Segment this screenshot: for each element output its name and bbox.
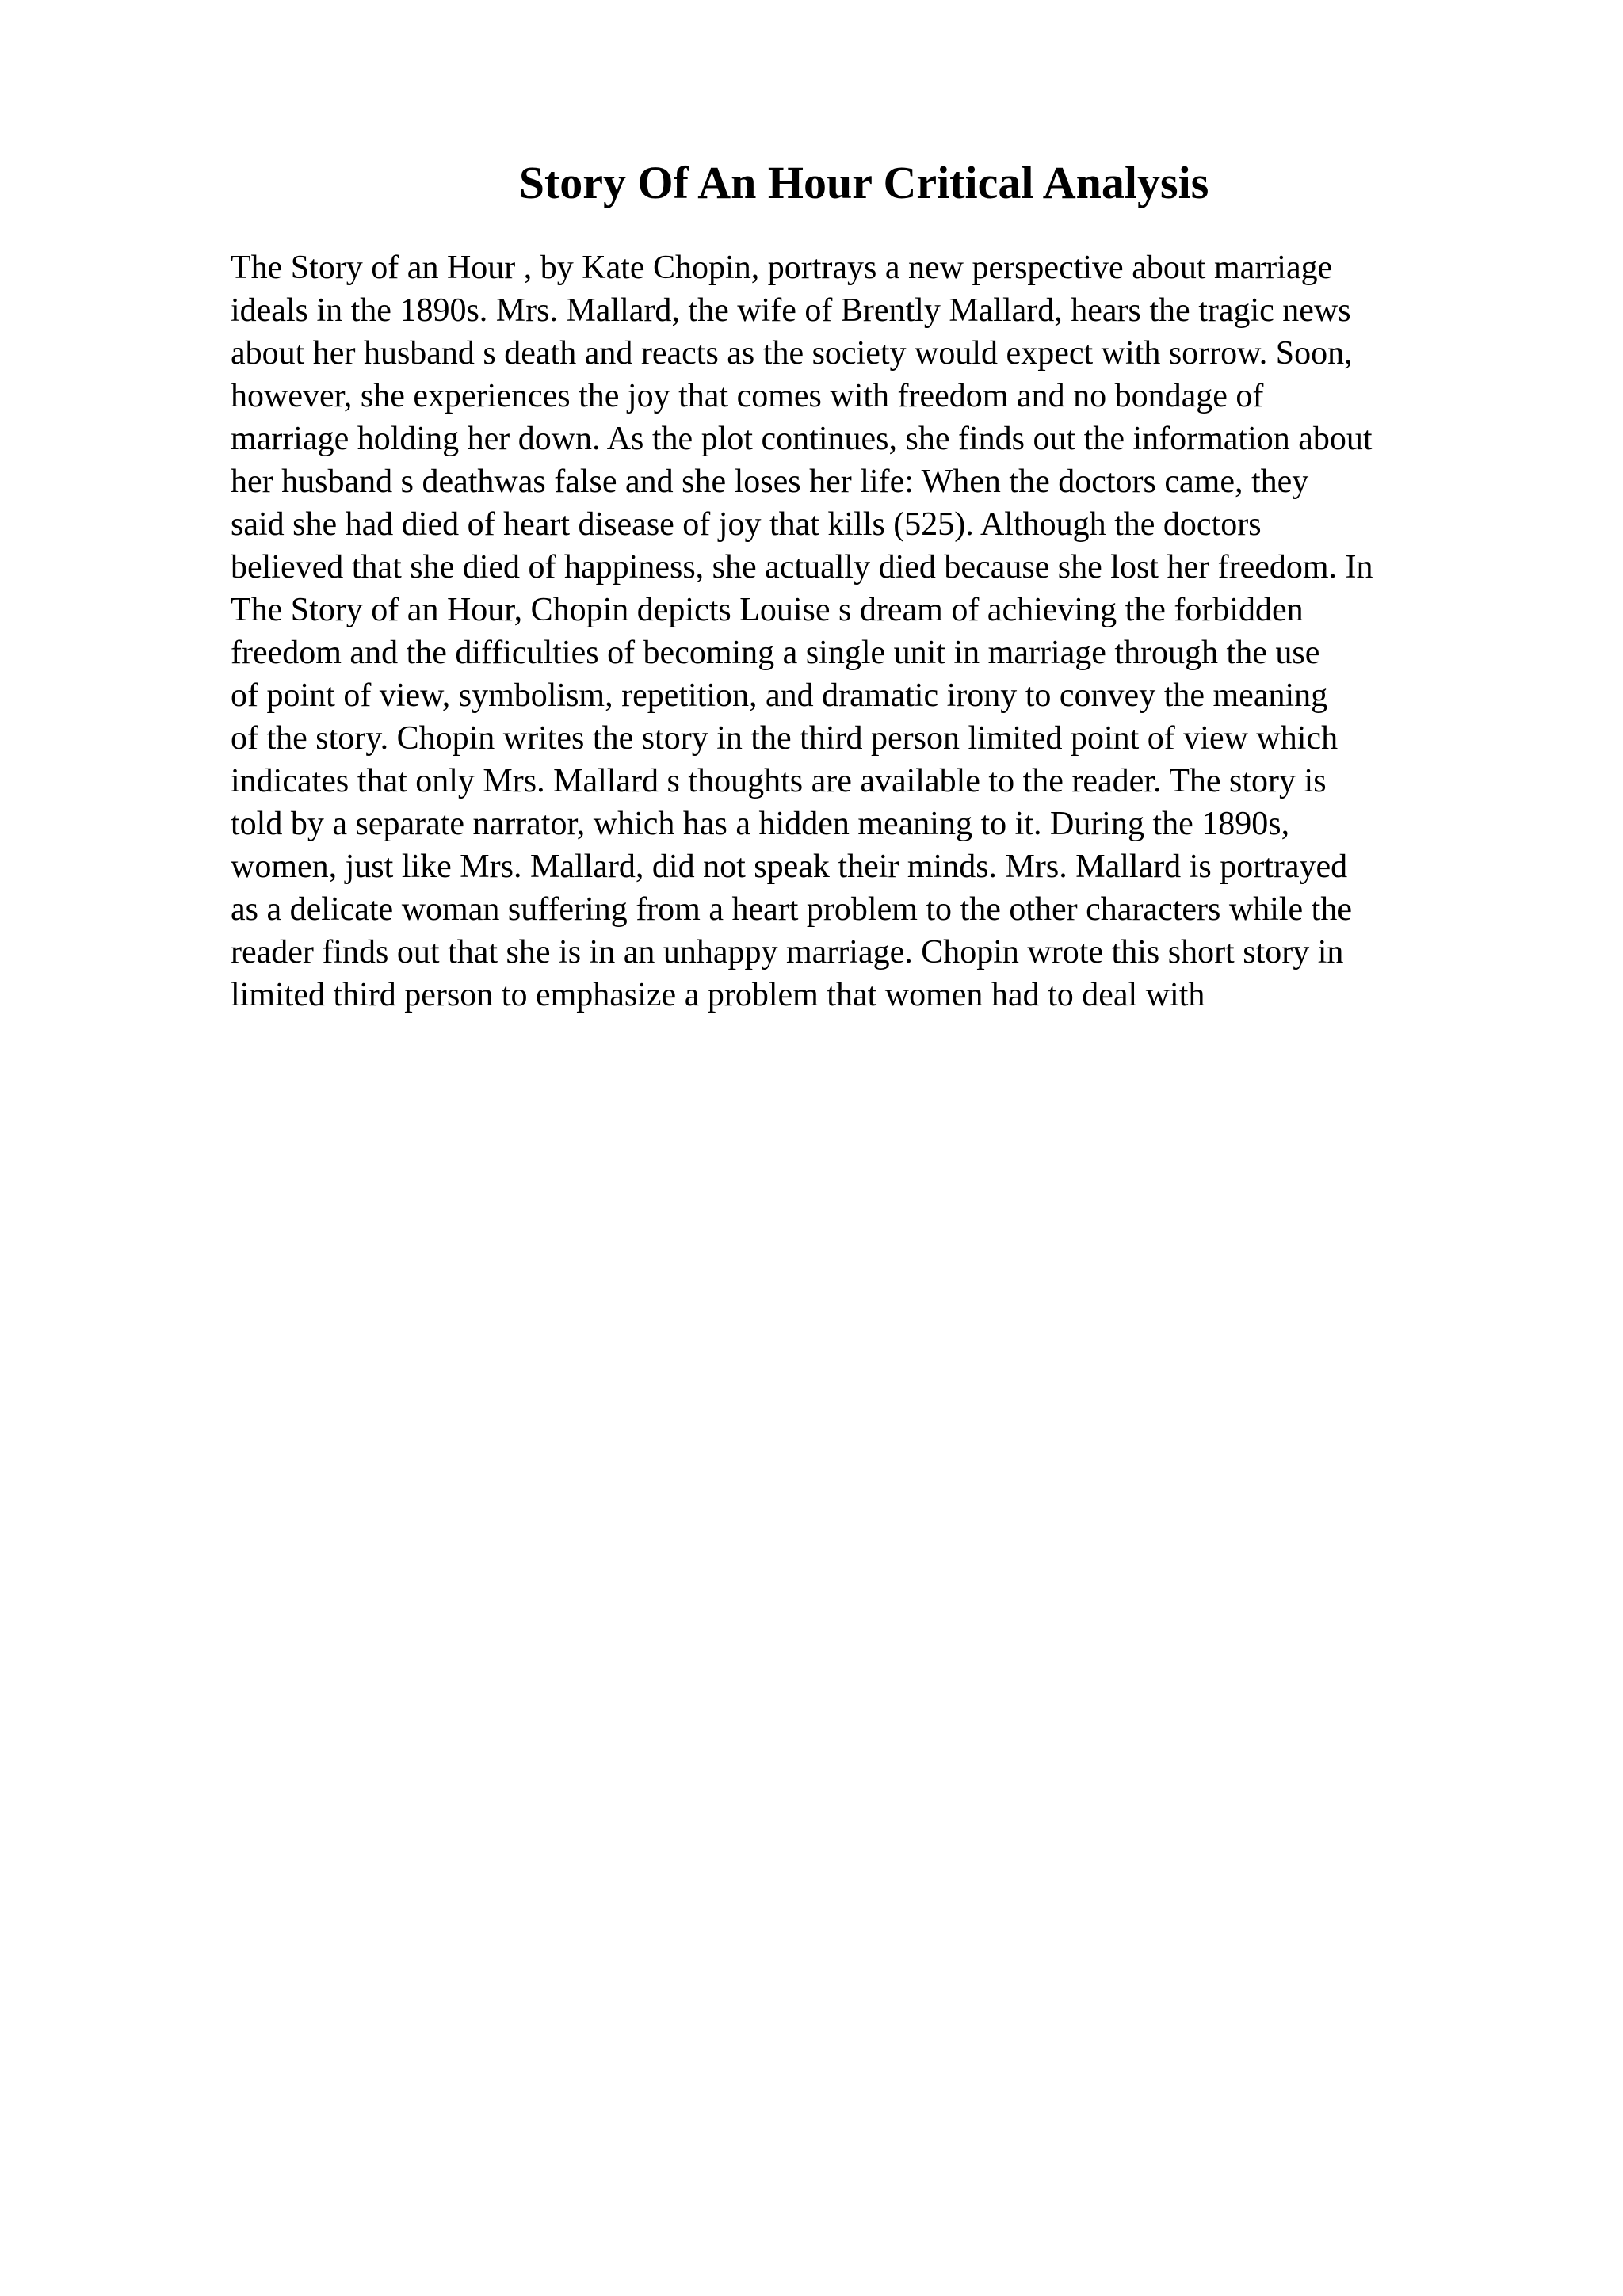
text-line: freedom and the difficulties of becoming a single unit in marriage through the use <box>231 635 1320 671</box>
text-line: her husband s deathwas false and she loses her life: When the doctors came, they <box>231 463 1309 500</box>
text-line: ideals in the 1890s. Mrs. Mallard, the wife of Brently Mallard, hears the tragic news <box>231 292 1351 329</box>
text-line: The Story of an Hour, Chopin depicts Louise s dream of achieving the forbidden <box>231 592 1304 628</box>
text-line: of point of view, symbolism, repetition, and dramatic irony to convey the meaning <box>231 677 1328 714</box>
text-line: limited third person to emphasize a problem that women had to deal with <box>231 977 1205 1013</box>
text-line: believed that she died of happiness, she actually died because she lost her freedom. In <box>231 549 1373 585</box>
text-line: however, she experiences the joy that comes with freedom and no bondage of <box>231 378 1264 414</box>
text-line: reader finds out that she is in an unhappy marriage. Chopin wrote this short story in <box>231 934 1344 971</box>
page-title: Story Of An Hour Critical Analysis <box>518 157 1209 208</box>
text-line: said she had died of heart disease of joy that kills (525). Although the doctors <box>231 506 1262 543</box>
text-line: about her husband s death and reacts as the society would expect with sorrow. Soon, <box>231 335 1353 372</box>
body-paragraph <box>231 246 1373 1016</box>
text-line: told by a separate narrator, which has a hidden meaning to it. During the 1890s, <box>231 806 1290 842</box>
text-line: women, just like Mrs. Mallard, did not speak their minds. Mrs. Mallard is portrayed <box>231 849 1348 885</box>
text-line: The Story of an Hour , by Kate Chopin, portrays a new perspective about marriage <box>231 250 1333 286</box>
text-line: as a delicate woman suffering from a heart problem to the other characters while the <box>231 891 1352 928</box>
text-line: of the story. Chopin writes the story in the third person limited point of view which <box>231 720 1338 757</box>
text-line: marriage holding her down. As the plot continues, she finds out the information about <box>231 421 1373 457</box>
text-line: indicates that only Mrs. Mallard s thoughts are available to the reader. The story is <box>231 763 1327 799</box>
